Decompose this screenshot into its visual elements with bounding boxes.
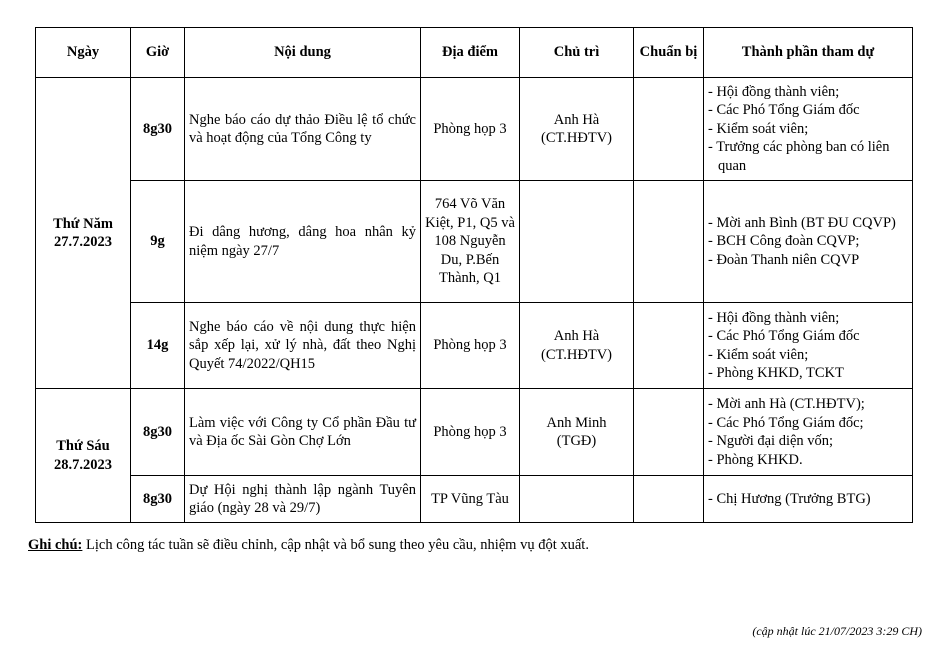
participants-cell bbox=[704, 303, 913, 389]
prepare-cell bbox=[634, 181, 704, 303]
day-name: Thứ Năm bbox=[53, 215, 113, 232]
content-cell: Dự Hội nghị thành lập ngành Tuyên giáo (ngày 28 và 29/7) bbox=[185, 476, 421, 523]
participant-item: - Các Phó Tổng Giám đốc bbox=[708, 328, 860, 344]
note bbox=[28, 536, 589, 554]
day-name: Thứ Sáu bbox=[56, 438, 110, 454]
updated-timestamp: (cập nhật lúc 21/07/2023 3:29 CH) bbox=[752, 624, 922, 638]
location-cell: Phòng họp 3 bbox=[421, 303, 520, 389]
prepare-cell bbox=[634, 476, 704, 523]
time-cell: 8g30 bbox=[131, 389, 185, 476]
header-chair: Chủ trì bbox=[520, 28, 634, 78]
participant-item: - Mời anh Hà (CT.HĐTV); bbox=[708, 396, 865, 412]
header-row bbox=[36, 28, 913, 78]
participant-item: - Đoàn Thanh niên CQVP bbox=[708, 251, 860, 268]
content-cell: Nghe báo cáo dự thảo Điều lệ tổ chức và hoạt động của Tổng Công ty bbox=[185, 78, 421, 181]
chair-cell bbox=[520, 476, 634, 523]
participants-cell bbox=[704, 78, 913, 181]
participants-cell bbox=[704, 389, 913, 476]
chair-name: Anh Hà bbox=[553, 111, 600, 128]
location-cell: Phòng họp 3 bbox=[421, 389, 520, 476]
day-cell bbox=[36, 78, 131, 389]
time-cell: 9g bbox=[131, 181, 185, 303]
header-location: Địa điểm bbox=[421, 28, 520, 78]
content-cell: Nghe báo cáo về nội dung thực hiện sắp xếp lại, xử lý nhà, đất theo Nghị Quyết 74/2022/QH15 bbox=[185, 303, 421, 389]
table-row bbox=[36, 181, 913, 303]
header-participants: Thành phần tham dự bbox=[704, 28, 913, 78]
table-row bbox=[36, 389, 913, 476]
table-row bbox=[36, 78, 913, 181]
chair-cell bbox=[520, 181, 634, 303]
participant-item: - Phòng KHKD, TCKT bbox=[708, 365, 844, 381]
participant-item: - Các Phó Tổng Giám đốc; bbox=[708, 414, 864, 431]
chair-name: Anh Minh bbox=[546, 414, 607, 431]
participant-item: - BCH Công đoàn CQVP; bbox=[708, 233, 860, 250]
time-cell: 14g bbox=[131, 303, 185, 389]
time-cell: 8g30 bbox=[131, 476, 185, 523]
participants-cell bbox=[704, 476, 913, 523]
location-cell: 764 Võ Văn Kiệt, P1, Q5 và 108 Nguyễn Du, P.Bến Thành, Q1 bbox=[421, 181, 520, 303]
header-content: Nội dung bbox=[185, 28, 421, 78]
participant-item: - Người đại diện vốn; bbox=[708, 433, 834, 449]
location-cell: TP Vũng Tàu bbox=[421, 476, 520, 523]
chair-name: Anh Hà bbox=[553, 328, 600, 344]
day-date: 28.7.2023 bbox=[54, 456, 112, 473]
day-cell bbox=[36, 389, 131, 523]
chair-cell bbox=[520, 303, 634, 389]
location-cell: Phòng họp 3 bbox=[421, 78, 520, 181]
participant-item: - Chị Hương (Trưởng BTG) bbox=[708, 490, 871, 507]
participant-item: - Hội đồng thành viên; bbox=[708, 83, 840, 100]
note-text: Lịch công tác tuần sẽ điều chỉnh, cập nhật và bổ sung theo yêu cầu, nhiệm vụ đột xuất. bbox=[82, 537, 589, 553]
prepare-cell bbox=[634, 303, 704, 389]
participant-item: - Mời anh Bình (BT ĐU CQVP) bbox=[708, 214, 896, 231]
participant-item: - Kiểm soát viên; bbox=[708, 346, 809, 363]
chair-title: (CT.HĐTV) bbox=[540, 346, 612, 363]
header-prepare: Chuẩn bị bbox=[634, 28, 704, 78]
chair-cell bbox=[520, 78, 634, 181]
schedule-table bbox=[35, 27, 913, 523]
day-date: 27.7.2023 bbox=[54, 234, 112, 250]
note-label: Ghi chú: bbox=[28, 537, 83, 553]
content-cell: Đi dâng hương, dâng hoa nhân kỷ niệm ngày 27/7 bbox=[185, 181, 421, 303]
prepare-cell bbox=[634, 389, 704, 476]
time-cell: 8g30 bbox=[131, 78, 185, 181]
participant-item: - Trưởng các phòng ban có liên quan bbox=[708, 139, 890, 174]
chair-cell bbox=[520, 389, 634, 476]
chair-title: (TGĐ) bbox=[556, 433, 597, 449]
participant-item: - Phòng KHKD. bbox=[708, 451, 803, 468]
prepare-cell bbox=[634, 78, 704, 181]
header-date: Ngày bbox=[36, 28, 131, 78]
participants-cell bbox=[704, 181, 913, 303]
content-cell: Làm việc với Công ty Cổ phần Đầu tư và Địa ốc Sài Gòn Chợ Lớn bbox=[185, 389, 421, 476]
header-time: Giờ bbox=[131, 28, 185, 78]
participant-item: - Các Phó Tổng Giám đốc bbox=[708, 102, 860, 119]
participant-item: - Hội đồng thành viên; bbox=[708, 309, 840, 326]
table-row bbox=[36, 476, 913, 523]
table-row bbox=[36, 303, 913, 389]
participant-item: - Kiểm soát viên; bbox=[708, 120, 809, 137]
chair-title: (CT.HĐTV) bbox=[540, 130, 612, 146]
